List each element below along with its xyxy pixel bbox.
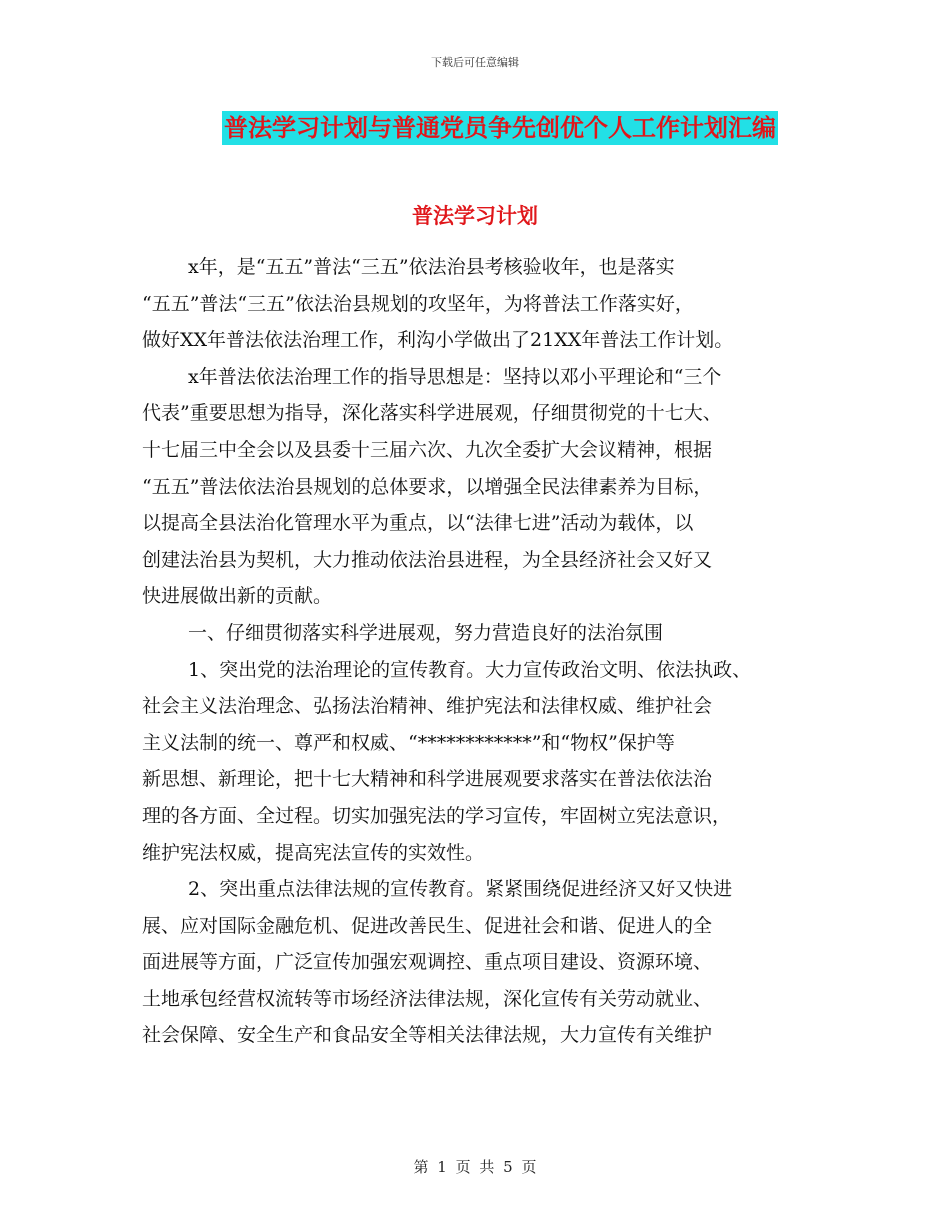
paragraph-line: 代表”重要思想为指导，深化落实科学进展观，仔细贯彻党的十七大、 bbox=[142, 402, 722, 425]
paragraph-line: 土地承包经营权流转等市场经济法律法规，深化宣传有关劳动就业、 bbox=[142, 987, 713, 1010]
header-note: 下载后可任意编辑 bbox=[431, 56, 519, 69]
paragraph-line: 新思想、新理论，把十七大精神和科学进展观要求落实在普法依法治 bbox=[142, 768, 713, 791]
subheading-line: 一、仔细贯彻落实科学进展观，努力营造良好的法治氛围 bbox=[188, 621, 664, 644]
document-title-wrapper bbox=[0, 111, 950, 145]
paragraph-line: 做好XX年普法依法治理工作，利沟小学做出了21XX年普法工作计划。 bbox=[142, 329, 734, 352]
paragraph-line: x年普法依法治理工作的指导思想是：坚持以邓小平理论和“三个 bbox=[188, 365, 722, 388]
paragraph-line: 十七届三中全会以及县委十三届六次、九次全委扩大会议精神，根据 bbox=[142, 438, 713, 461]
paragraph-line: 维护宪法权威，提高宪法宣传的实效性。 bbox=[142, 841, 485, 864]
paragraph-line: 快进展做出新的贡献。 bbox=[142, 585, 333, 608]
paragraph-line: 主义法制的统一、尊严和权威、“************”和“物权”保护等 bbox=[142, 731, 675, 754]
paragraph-line: 以提高全县法治化管理水平为重点，以“法律七进”活动为载体，以 bbox=[142, 512, 694, 535]
paragraph-line: 创建法治县为契机，大力推动依法治县进程，为全县经济社会又好又 bbox=[142, 548, 713, 571]
paragraph-line: x年，是“五五”普法“三五”依法治县考核验收年，也是落实 bbox=[188, 256, 675, 278]
paragraph-line: “五五”普法依法治县规划的总体要求，以增强全民法律素养为目标， bbox=[142, 475, 713, 498]
paragraph-line: 理的各方面、全过程。切实加强宪法的学习宣传，牢固树立宪法意识， bbox=[142, 804, 732, 827]
paragraph-line: 社会保障、安全生产和食品安全等相关法律法规，大力宣传有关维护 bbox=[142, 1024, 713, 1047]
paragraph-line: 面进展等方面，广泛宣传加强宏观调控、重点项目建设、资源环境、 bbox=[142, 951, 713, 974]
body-text bbox=[142, 249, 832, 1054]
document-title: 普法学习计划与普通党员争先创优个人工作计划汇编 bbox=[222, 111, 778, 145]
paragraph-line: 社会主义法治理念、弘扬法治精神、维护宪法和法律权威、维护社会 bbox=[142, 695, 713, 718]
paragraph-line: 1、突出党的法治理论的宣传教育。大力宣传政治文明、依法执政、 bbox=[188, 658, 752, 681]
section-title: 普法学习计划 bbox=[412, 204, 538, 228]
paragraph-line: “五五”普法“三五”依法治县规划的攻坚年，为将普法工作落实好， bbox=[142, 292, 694, 315]
paragraph-line: 2、突出重点法律法规的宣传教育。紧紧围绕促进经济又好又快进 bbox=[188, 878, 733, 901]
paragraph-line: 展、应对国际金融危机、促进改善民生、促进社会和谐、促进人的全 bbox=[142, 914, 713, 937]
page-footer: 第 1 页 共 5 页 bbox=[413, 1158, 537, 1176]
